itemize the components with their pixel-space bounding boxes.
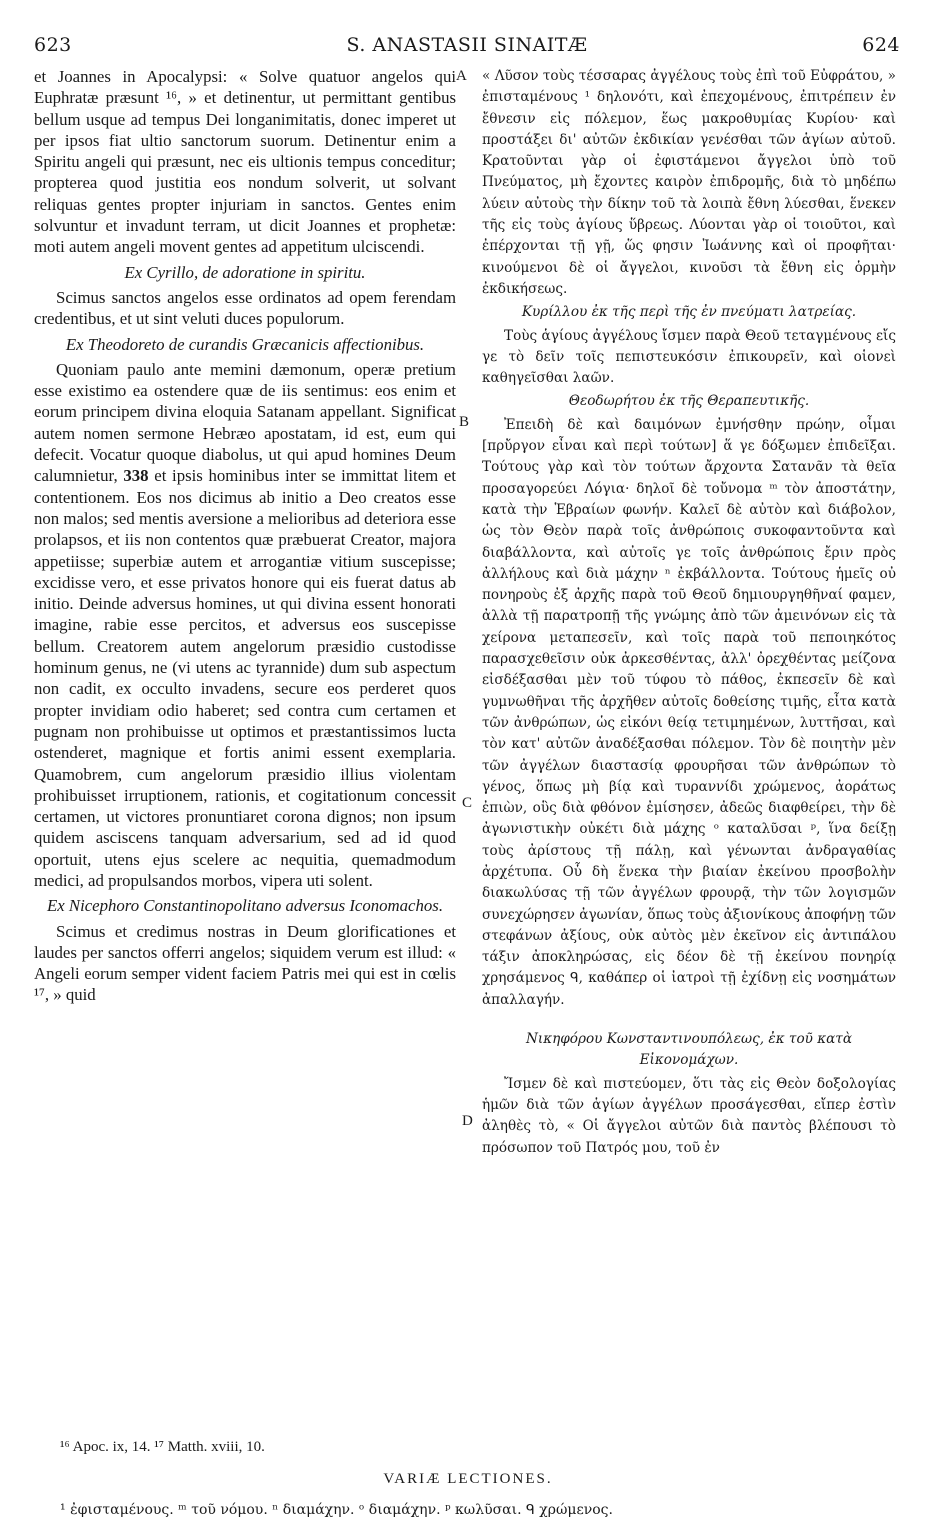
greek-paragraph-3: Ἐπειδὴ δὲ καὶ δαιμόνων ἐμνήσθην πρώην, οἶμαι [πρὔργον εἶναι καὶ περὶ τούτων] ἅ γε δόξωμεν ἐπιδεῖξαι. Τούτους γὰρ καὶ τὸν τούτων ἄρχοντα Σατανᾶν τὰ θεῖα προσαγορεύει Λόγια· δηλοῖ δὲ τοὔνομα ᵐ τὸν ἀποστάτην, κατὰ τὴν Ἑβραίων φωνήν. Καλεῖ δὲ αὐτὸν καὶ διάβολον, ὡς τὸν Θεὸν παρὰ τοῖς ἀνθρώποις συκοφαντοῦντα καὶ διαβάλλοντα, καὶ αὐτοῖς γε τοῖς ἀνθρώποις ἔριν πρὸς ἀλλήλους καὶ διὰ μάχην ⁿ ἐκβάλλοντα. Τούτους ἡμεῖς οὐ πονηροὺς ἐξ ἀρχῆς παρὰ τοῦ Θεοῦ δημιουργηθῆναί φαμεν, ἀλλὰ τῇ παρατροπῇ τῆς γνώμης ἀπὸ τῶν ἀμεινόνων εἰς τὰ χείρονα μεταπεσεῖν, καὶ τοῖς παρὰ τοῦ πεποιηκότος παρασχεθεῖσιν οὐκ ἀρκεσθέντας, ἀλλ' ὀρεχθέντας μείζονα εἰσδέξασθαι μὲν τοῦ τύφου τὸ πάθος, ἐκπεσεῖν δὲ καὶ γυμνωθῆναι τῆς ἀρχῆθεν αὐτοῖς δοθείσης τιμῆς, εἶτα κατὰ τῶν ἀνθρώπων, ὡς εἰκόνι θείᾳ τετιμημένων, λυττῆσαι, καὶ τὸν κατ' αὐτῶν ἀναδέξασθαι πόλεμον. Τὸν δὲ ποιητὴν μὲν τῶν ἀγγέλων διαστασίᾳ φρουρῆσαι τῶν ἀνθρώπων τὸ γένος, ὅπως μὴ βίᾳ καὶ τυραννίδι χρώμενος, ἀοράτως ἐπιὼν, οὓς διὰ φθόνον ἐμίσησεν, ἀδεῶς διαφθείρει, τὴν δὲ ἀγωνιστικὴν οὐκέτι διὰ μάχης ᵒ καταλῦσαι ᵖ, ἵνα δείξῃ τοὺς ἀρίστους τῇ πάλῃ, καὶ γένωνται ἀνδραγαθίας ἀρχέτυπα. Οὗ δὴ ἕνεκα τὴν βιαίαν ἐκείνου προσβολὴν διακωλύσας τῇ τῶν ἀγγέλων φρουρᾷ, τὴν τῶν λογισμῶν συνεχώρησεν ἀγωνίαν, ὅπως τοὺς ἀξιονίκους ἀποφήνῃ τῶν στεφάνων ἀξίους, οὐκ αὐτὸς μὲν ἐκεῖνον εἰς ἀντιπάλου τάξιν ἀποκληρώσας, εἰς δέον δὲ τῇ ἐκείνου πονηρίᾳ χρησάμενος ᑫ, καθάπερ οἱ ἰατροὶ τῇ ἐχίδνῃ εἰς νοσημάτων ἀπαλλαγήν. [482,416,896,1008]
latin-paragraph-3a: Quoniam paulo ante memini dæmonum, operæ pretium esse existimo ea ostendere quæ de iis sentimus: eos enim et eorum principem divina eloquia Satanam appellant. Significat autem nomen sermone Hebræo apostatam, id est, eum qui defecit. Vocatur quoque diabolus, ut qui apud homines Deum calumnietur, [34,359,456,486]
latin-paragraph-3 [34,359,456,891]
latin-paragraph-3b: et ipsis hominibus inter se immittat litem et contentionem. Eos nos dicimus ab initio a Deo creatos esse non malos; sed mentis aversione a melioribus ad deteriora esse prolapsos, et iis non contentos quæ præbuerat Creator, majora appetiisse; superbiæ autem et arrogantiæ vitium suscepisse; excidisse vero, et esse privatos honore qui eis fuerat datus ab initio. Deinde adversus homines, ut qui divina essent honorati imagine, rabie esse percitos, et adversus eos suscepisse bellum. Creatorem autem angelorum præsidio custodisse hominum genus, ne (vi utens ac tyrannide) dum sub aspectum non cadit, ex occulto invadens, secure eos perderet quos propter invidiam odio haberet; sed contra cum certamen et pugnam non prohibuisse ut optimos et præstantissimos lucta ostenderet, magnique et fortis animi essent exemplaria. Quamobrem, cum angelorum præsidio illius violentam prohibuisset irruptionem, rationis, et cogitationum concessit certamen, ut victores pronuntiaret corona dignos; non ipsum quidem asciscens tanquam adversarium, sed ad id quod oportuit, utens ejus scelere ac nequitia, quemadmodum medici, ad propulsandos morbos, vipera uti solent. [34,466,457,890]
greek-heading-theodoretus: Θεοδωρήτου ἐκ τῆς Θεραπευτικῆς. [568,393,810,410]
page-header [34,34,900,64]
greek-paragraph-1: « Λῦσον τοὺς τέσσαρας ἀγγέλους τοὺς ἐπὶ τοῦ Εὐφράτου, » ἐπισταμένους ¹ δηλονότι, καὶ ἐπεχομένους, ἐπιτρέπειν ἐν ἔθνεσιν εἰς πόλεμον, ἕως μακροθυμίας Κυρίου· καὶ προστάξει δι' αὐτῶν ἐκδικίαν γενέσθαι τῶν ἁγίων αὐτοῦ. Κρατοῦνται γὰρ οἱ ἐφιστάμενοι ἄγγελοι ὑπὸ τοῦ Πνεύματος, μὴ ἔχοντες καιρὸν ἐπιδρομῆς, διὰ τὸ μηδέπω λύειν αὐτοὺς τὴν δίκην τοῦ τὰ λοιπὰ ἔθνη λύεσθαι, ἕνεκεν τῆς εἰς τοὺς ἁγίους ὕβρεως. Λύονται γὰρ οἱ τοιοῦτοι, καὶ ἐπέρχονται τῇ γῇ, ὥς φησιν Ἰωάννης καὶ οἱ προφῆται· κινούμενοι δὲ οἱ ἄγγελοι, κινοῦσι τὰ ἔθνη εἰς ὁρμὴν ἐκδικήσεως. [482,68,896,297]
greek-heading-cyrillus: Κυρίλλου ἐκ τῆς περὶ τῆς ἐν πνεύματι λατρείας. [521,304,857,321]
column-number: 338 [123,466,149,486]
greek-column [482,66,896,1159]
page-number-right: 624 [862,34,900,56]
latin-paragraph-2: Scimus sanctos angelos esse ordinatos ad opem ferendam credentibus, et ut sint veluti duces populorum. [34,287,456,329]
margin-letter-a: A [456,68,467,84]
latin-heading-cyrillus: Ex Cyrillo, de adoratione in spiritu. [124,262,366,282]
margin-letter-b: B [459,414,470,430]
greek-heading-nicephorus: Νικηφόρου Κωνσταντινουπόλεως, ἐκ τοῦ κατὰ Εἰκονομάχων. [525,1031,853,1069]
latin-paragraph-4: Scimus et credimus nostras in Deum glorificationes et laudes per sanctos offerri angelos; siquidem verum est illud: « Angeli eorum semper vident faciem Patris mei qui est in cœlis ¹⁷, » quid [34,921,456,1005]
footnotes: ¹⁶ Apoc. ix, 14. ¹⁷ Matth. xviii, 10. [60,1439,265,1455]
running-title: S. ANASTASII SINAITÆ [346,34,588,56]
margin-letter-c: C [462,795,473,811]
variae-lectiones-title: VARIÆ LECTIONES. [383,1471,553,1487]
variae-lectiones: ¹ ἐφισταμένους. ᵐ τοῦ νόμου. ⁿ διαμάχην. ᵒ διαμάχην. ᵖ κωλῦσαι. ᑫ χρώμενος. [60,1502,613,1518]
margin-letter-d: D [462,1113,473,1129]
greek-paragraph-4: Ἴσμεν δὲ καὶ πιστεύομεν, ὅτι τὰς εἰς Θεὸν δοξολογίας ἡμῶν διὰ τῶν ἁγίων ἀγγέλων προσάγεσθαι, εἴπερ ἐστὶν ἀληθὲς τὸ, « Οἱ ἄγγελοι αὐτῶν διὰ παντὸς βλέπουσι τὸ πρόσωπον τοῦ Πατρός μου, τοῦ ἐν [482,1075,896,1156]
latin-heading-nicephorus: Ex Nicephoro Constantinopolitano adversus Iconomachos. [46,896,444,916]
page-number-left: 623 [34,34,72,56]
latin-paragraph-1: et Joannes in Apocalypsi: « Solve quatuor angelos qui Euphratæ præsunt ¹⁶, » et detinentur, ut permittant gentibus bellum usque ad tempus Dei longanimitatis, donec imperet ut per ipsos fiat ultio sanctorum suorum. Detinentur enim a Spiritu angeli qui præsunt, nec eis ultionis tempus conceditur; propterea quod justitia eos nondum solverit, ut solvant reliquas gentes propter injuriam in sanctos. Gentes enim solvuntur et invadunt terram, ut dicit Joannes et prophetæ: moti autem angeli movent gentes ad appetitum ulciscendi. [34,67,456,257]
latin-heading-theodoretus: Ex Theodoreto de curandis Græcanicis affectionibus. [65,334,425,354]
latin-column [34,66,456,1006]
greek-paragraph-2: Τοὺς ἁγίους ἀγγέλους ἴσμεν παρὰ Θεοῦ τεταγμένους εἴς γε τὸ δεῖν τοῖς πεπιστευκόσιν ἐπικουρεῖν, καὶ οἱονεὶ καθηγεῖσθαι λαῶν. [482,327,896,387]
